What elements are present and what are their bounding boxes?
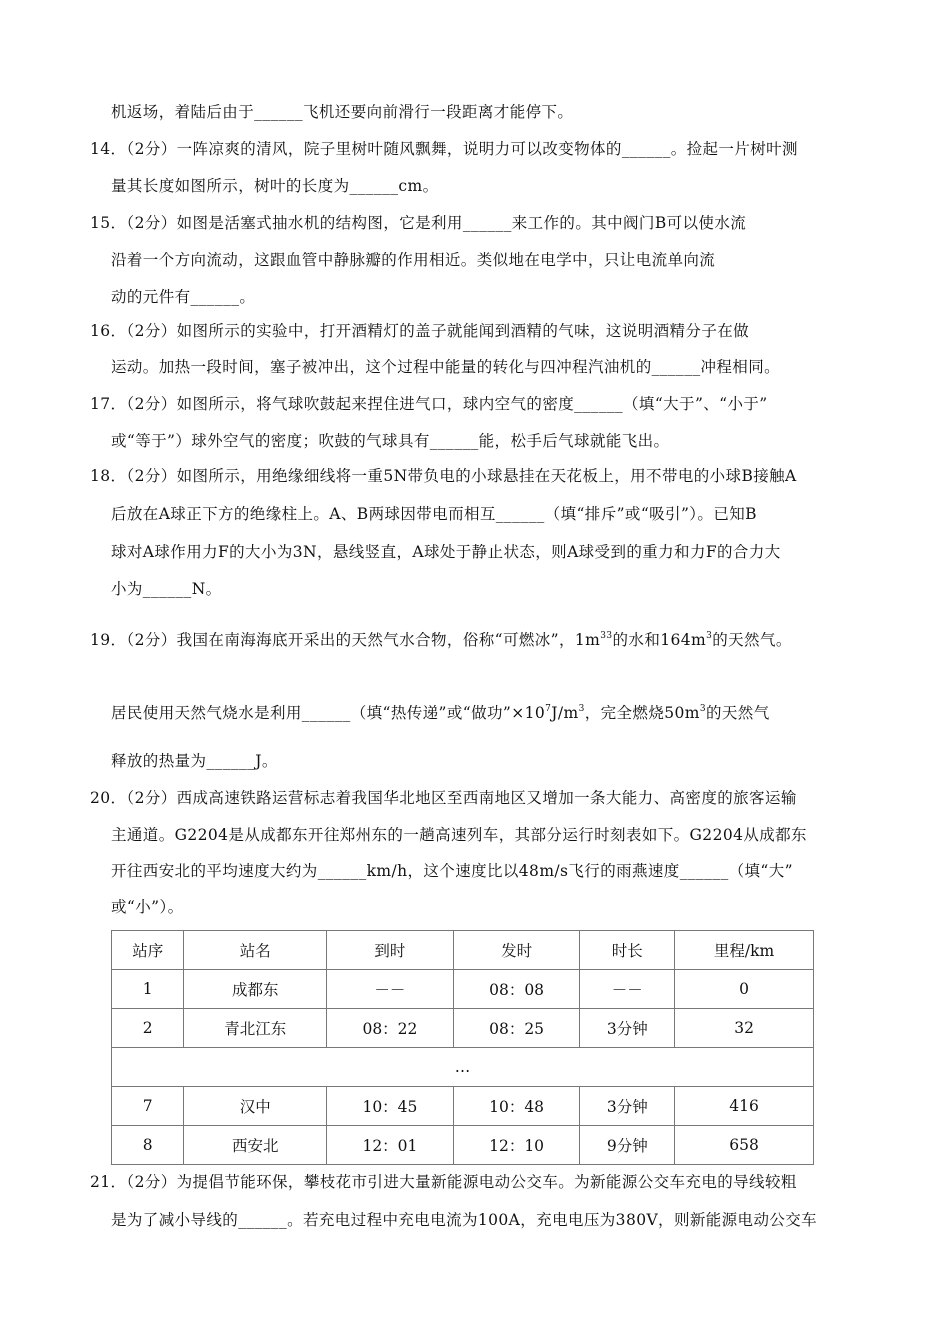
question-20-line-4: 或“小”）。 xyxy=(111,898,184,916)
q19-sup-a: 33 xyxy=(600,631,613,641)
table-row xyxy=(112,970,814,1009)
question-20-line-1: 20．（2分）西成高速铁路运营标志着我国华北地区至西南地区又增加一条大能力、高密度的旅客运输 xyxy=(90,789,797,807)
table-cell: 32 xyxy=(675,1009,814,1048)
q19-text-g: 的天然气 xyxy=(706,704,770,722)
table-cell: 3分钟 xyxy=(580,1009,675,1048)
table-cell: 1 xyxy=(112,970,184,1009)
question-17-line-1: 17．（2分）如图所示，将气球吹鼓起来捏住进气口，球内空气的密度______（填“大于”、“小于” xyxy=(90,395,768,413)
question-20-line-2: 主通道。G2204是从成都东开往郑州东的一趟高速列车，其部分运行时刻表如下。G2204从成都东 xyxy=(111,826,807,844)
table-cell: 10：45 xyxy=(327,1087,454,1126)
question-14-line-2: 量其长度如图所示，树叶的长度为______cm。 xyxy=(111,177,439,195)
table-cell: 12：01 xyxy=(327,1126,454,1165)
question-16-line-2: 运动。加热一段时间，塞子被冲出，这个过程中能量的转化与四冲程汽油机的______冲程相同。 xyxy=(111,358,781,376)
question-18-line-3: 球对A球作用力F的大小为3N，悬线竖直，A球处于静止状态，则A球受到的重力和力F的合力大 xyxy=(111,543,781,561)
table-cell: 08：22 xyxy=(327,1009,454,1048)
table-row xyxy=(112,1126,814,1165)
question-19-line-3: 释放的热量为______J。 xyxy=(111,752,278,770)
table-header-cell: 时长 xyxy=(580,931,675,970)
q19-text-c: 的天然气。 xyxy=(712,631,792,649)
table-cell: 3分钟 xyxy=(580,1087,675,1126)
table-cell: 0 xyxy=(675,970,814,1009)
q19-sup-b: 3 xyxy=(706,631,713,641)
table-cell: 12：10 xyxy=(453,1126,580,1165)
q19-text-b: 的水和164m xyxy=(612,631,707,649)
table-row xyxy=(112,1009,814,1048)
table-header-row xyxy=(112,931,814,970)
q19-text-e: J/m xyxy=(551,704,579,722)
question-15-line-2: 沿着一个方向流动，这跟血管中静脉瓣的作用相近。类似地在电学中，只让电流单向流 xyxy=(111,251,716,269)
question-18-line-2: 后放在A球正下方的绝缘柱上。A、B两球因带电而相互______（填“排斥”或“吸引”）。已知B xyxy=(111,505,757,523)
question-14-line-1: 14．（2分）一阵凉爽的清风，院子里树叶随风飘舞，说明力可以改变物体的______。捡起一片树叶测 xyxy=(90,140,798,158)
question-18-line-1: 18．（2分）如图所示，用绝缘细线将一重5N带负电的小球悬挂在天花板上，用不带电的小球B接触A xyxy=(90,467,797,485)
q19-sup-c: 7 xyxy=(545,704,552,714)
q19-sup-e: 3 xyxy=(699,704,706,714)
table-cell: 9分钟 xyxy=(580,1126,675,1165)
question-21-line-1: 21．（2分）为提倡节能环保，攀枝花市引进大量新能源电动公交车。为新能源公交车充电的导线较粗 xyxy=(90,1173,797,1191)
table-cell: 青北江东 xyxy=(184,1009,327,1048)
table-cell: 658 xyxy=(675,1126,814,1165)
question-15-line-1: 15．（2分）如图是活塞式抽水机的结构图，它是利用______来工作的。其中阀门B可以使水流 xyxy=(90,214,747,232)
table-ellipsis-cell: … xyxy=(112,1048,814,1087)
table-header-cell: 发时 xyxy=(453,931,580,970)
question-16-line-1: 16．（2分）如图所示的实验中，打开酒精灯的盖子就能闻到酒精的气味，这说明酒精分子在做 xyxy=(90,322,750,340)
table-cell: 8 xyxy=(112,1126,184,1165)
q19-text-d: 居民使用天然气烧水是利用______（填“热传递”或“做功”×10 xyxy=(111,704,546,722)
table-cell: 西安北 xyxy=(184,1126,327,1165)
question-19-line-1 xyxy=(90,629,792,651)
table-cell: 08：25 xyxy=(453,1009,580,1048)
table-ellipsis-row xyxy=(112,1048,814,1087)
train-schedule-table xyxy=(111,930,814,1165)
q19-text-a: 19．（2分）我国在南海海底开采出的天然气水合物，俗称“可燃冰”，1m xyxy=(90,631,601,649)
table-header-cell: 站名 xyxy=(184,931,327,970)
question-21-line-2: 是为了减小导线的______。若充电过程中充电电流为100A，充电电压为380V，则新能源电动公交车 xyxy=(111,1211,818,1229)
table-cell: 成都东 xyxy=(184,970,327,1009)
table-cell: －－ xyxy=(580,970,675,1009)
table-cell: 10：48 xyxy=(453,1087,580,1126)
question-18-line-4: 小为______N。 xyxy=(111,580,222,598)
question-19-line-2 xyxy=(111,702,770,724)
question-17-line-2: 或“等于”）球外空气的密度；吹鼓的气球具有______能，松手后气球就能飞出。 xyxy=(111,432,670,450)
table-cell: 416 xyxy=(675,1087,814,1126)
q13-continuation: 机返场，着陆后由于______飞机还要向前滑行一段距离才能停下。 xyxy=(111,103,574,121)
table-cell: 08：08 xyxy=(453,970,580,1009)
table-cell: 2 xyxy=(112,1009,184,1048)
table-cell: －－ xyxy=(327,970,454,1009)
table-cell: 汉中 xyxy=(184,1087,327,1126)
question-15-line-3: 动的元件有______。 xyxy=(111,288,256,306)
question-20-line-3: 开往西安北的平均速度大约为______km/h，这个速度比以48m/s飞行的雨燕速度______（填“大” xyxy=(111,862,793,880)
q19-text-f: ，完全燃烧50m xyxy=(584,704,700,722)
table-cell: 7 xyxy=(112,1087,184,1126)
q19-sup-d: 3 xyxy=(578,704,585,714)
table-header-cell: 里程/km xyxy=(675,931,814,970)
table-row xyxy=(112,1087,814,1126)
table-header-cell: 到时 xyxy=(327,931,454,970)
table-header-cell: 站序 xyxy=(112,931,184,970)
